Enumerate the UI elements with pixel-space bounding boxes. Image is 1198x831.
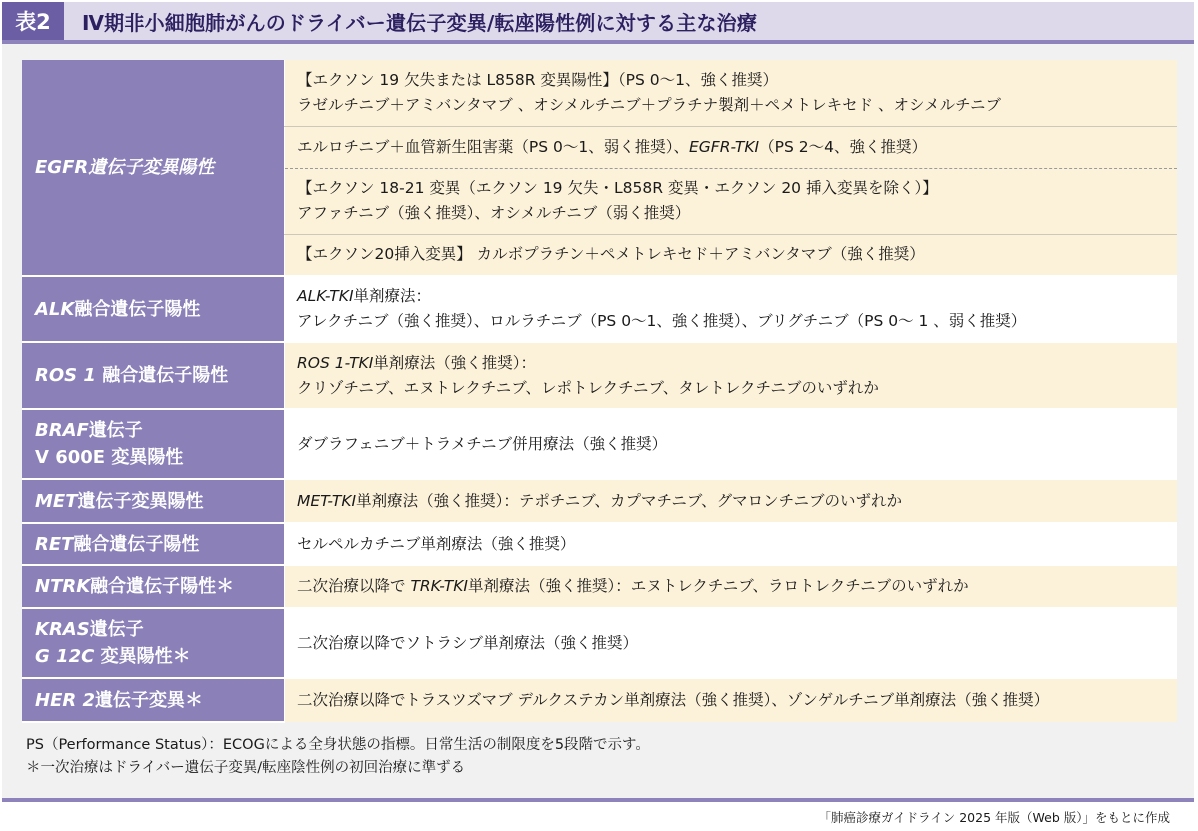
table-header [2,2,1194,44]
row-label-met: MET遺伝子変異陽性 [22,479,285,523]
row-label-ros1: ROS 1 融合遺伝子陽性 [22,342,285,409]
table-title: Ⅳ期非小細胞肺がんのドライバー遺伝子変異/転座陽性例に対する主な治療 [82,10,758,35]
her2-treatment: 二次治療以降でトラスツズマブ デルクステカン単剤療法（強く推奨）、ゾンゲルチニブ単剤療法（強く推奨） [285,678,1178,722]
footnote-ps: PS（Performance Status）：ECOGによる全身状態の指標。日常生活の制限度を5段階で示す。 [26,737,650,753]
source-note: 「肺癌診療ガイドライン 2025 年版（Web 版）」をもとに作成 [818,810,1170,825]
row-label-egfr: EGFR遺伝子変異陽性 [22,60,285,276]
alk-treatment: ALK-TKI単剤療法： アレクチニブ（強く推奨）、ロルラチニブ（PS 0〜1、強く推奨）、ブリグチニブ（PS 0〜 1 、弱く推奨） [285,276,1178,342]
egfr-treatment-2: エルロチニブ＋血管新生阻害薬（PS 0〜1、弱く推奨）、EGFR-TKI（PS 2〜4、強く推奨） [285,126,1178,168]
egfr-treatment-3: 【エクソン 18-21 変異（エクソン 19 欠失・L858R 変異・エクソン 20 挿入変異を除く）】 アファチニブ（強く推奨）、オシメルチニブ（弱く推奨） [285,168,1178,234]
egfr-treatment-4: 【エクソン20挿入変異】 カルボプラチン＋ペメトレキセド＋アミバンタマブ（強く推奨） [285,234,1178,276]
egfr-treatment-1: 【エクソン 19 欠失または L858R 変異陽性】（PS 0〜1、強く推奨） ラゼルチニブ＋アミバンタマブ 、オシメルチニブ＋プラチナ製剤＋ペメトレキセド 、オシメルチニブ [285,60,1178,126]
ret-treatment: セルペルカチニブ単剤療法（強く推奨） [285,523,1178,565]
table-row [22,342,1177,409]
row-label-her2: HER 2遺伝子変異＊ [22,678,285,722]
table-number-tag: 表2 [2,2,64,40]
bottom-rule [2,798,1194,802]
table-row [22,60,1177,126]
table-row [22,479,1177,523]
kras-treatment: 二次治療以降でソトラシブ単剤療法（強く推奨） [285,608,1178,678]
ros1-treatment: ROS 1-TKI単剤療法（強く推奨）： クリゾチニブ、エヌトレクチニブ、レポトレクチニブ、タレトレクチニブのいずれか [285,342,1178,409]
table-row [22,276,1177,342]
table-row [22,565,1177,608]
row-label-ret: RET融合遺伝子陽性 [22,523,285,565]
row-label-kras: KRAS遺伝子 G 12C 変異陽性＊ [22,608,285,678]
table-row [22,523,1177,565]
met-treatment: MET-TKI単剤療法（強く推奨）：テポチニブ、カプマチニブ、グマロンチニブのいずれか [285,479,1178,523]
braf-treatment: ダブラフェニブ＋トラメチニブ併用療法（強く推奨） [285,409,1178,479]
row-label-braf: BRAF遺伝子 V 600E 変異陽性 [22,409,285,479]
treatment-table [22,60,1177,723]
table-row [22,608,1177,678]
row-label-alk: ALK融合遺伝子陽性 [22,276,285,342]
footnote-star: ＊一次治療はドライバー遺伝子変異/転座陰性例の初回治療に準ずる [26,760,466,776]
ntrk-treatment: 二次治療以降で TRK-TKI単剤療法（強く推奨）：エヌトレクチニブ、ラロトレクチニブのいずれか [285,565,1178,608]
row-label-ntrk: NTRK融合遺伝子陽性＊ [22,565,285,608]
table-row [22,678,1177,722]
table-row [22,409,1177,479]
